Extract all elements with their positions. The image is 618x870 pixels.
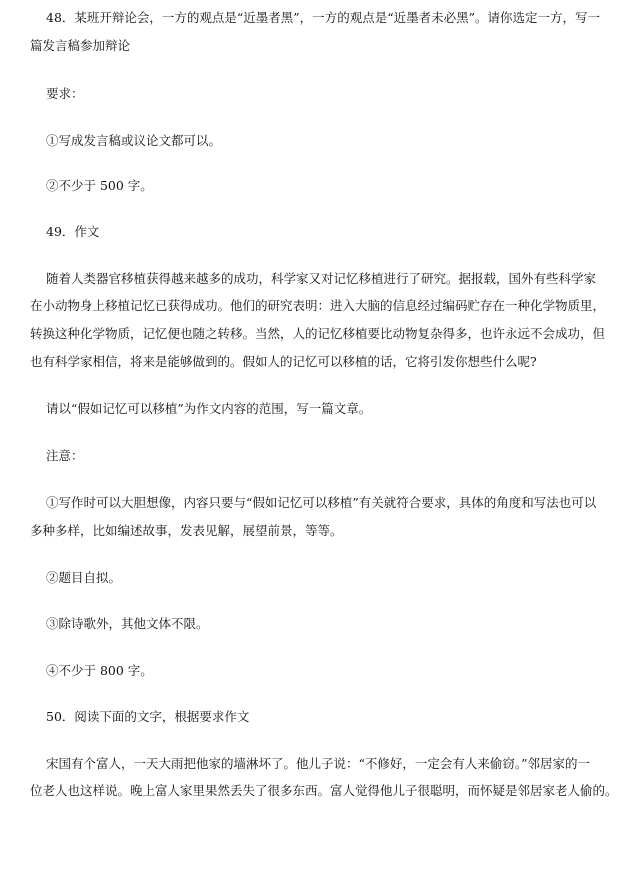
q49-note-1-line-2: 多种多样，比如编述故事，发表见解，展望前景，等等。 bbox=[30, 523, 343, 538]
q49-title: 49．作文 bbox=[46, 224, 100, 239]
q48-requirements-title: 要求： bbox=[46, 86, 84, 101]
q49-note-3: ③除诗歌外，其他文体不限。 bbox=[46, 616, 209, 631]
q48-stem-line-1: 48．某班开辩论会，一方的观点是“近墨者黑”，一方的观点是“近墨者未必黑”。请你选定一方，写一 bbox=[46, 10, 600, 25]
q50-paragraph-line-2: 位老人也这样说。晚上富人家里果然丢失了很多东西。富人觉得他儿子很聪明，而怀疑是邻居家老人偷的。 bbox=[30, 783, 618, 798]
q49-paragraph-line-1: 随着人类器官移植获得越来越多的成功，科学家又对记忆移植进行了研究。据报载，国外有些科学家 bbox=[46, 271, 597, 286]
q49-prompt: 请以“假如记忆可以移植”为作文内容的范围，写一篇文章。 bbox=[46, 401, 372, 416]
q49-notes-title: 注意： bbox=[46, 448, 84, 463]
q48-requirement-1: ①写成发言稿或议论文都可以。 bbox=[46, 133, 222, 148]
q49-paragraph-line-2: 在小动物身上移植记忆已获得成功。他们的研究表明：进入大脑的信息经过编码贮存在一种化学物质里， bbox=[30, 298, 606, 313]
q49-paragraph-line-4: 也有科学家相信，将来是能够做到的。假如人的记忆可以移植的话，它将引发你想些什么呢? bbox=[30, 354, 537, 369]
q49-note-4: ④不少于 800 字。 bbox=[46, 663, 153, 678]
q49-note-1-line-1: ①写作时可以大胆想像，内容只要与“假如记忆可以移植”有关就符合要求，具体的角度和写法也可以 bbox=[46, 495, 597, 510]
q49-paragraph-line-3: 转换这种化学物质，记忆便也随之转移。当然，人的记忆移植要比动物复杂得多，也许永远不会成功，但 bbox=[30, 326, 606, 341]
q48-stem-line-2: 篇发言稿参加辩论 bbox=[30, 38, 131, 53]
q50-paragraph-line-1: 宋国有个富人，一天大雨把他家的墙淋坏了。他儿子说：“不修好，一定会有人来偷窃。”邻居家的一 bbox=[46, 756, 591, 771]
q49-note-2: ②题目自拟。 bbox=[46, 570, 122, 585]
q48-requirement-2: ②不少于 500 字。 bbox=[46, 178, 153, 193]
q50-title: 50．阅读下面的文字，根据要求作文 bbox=[46, 709, 250, 724]
